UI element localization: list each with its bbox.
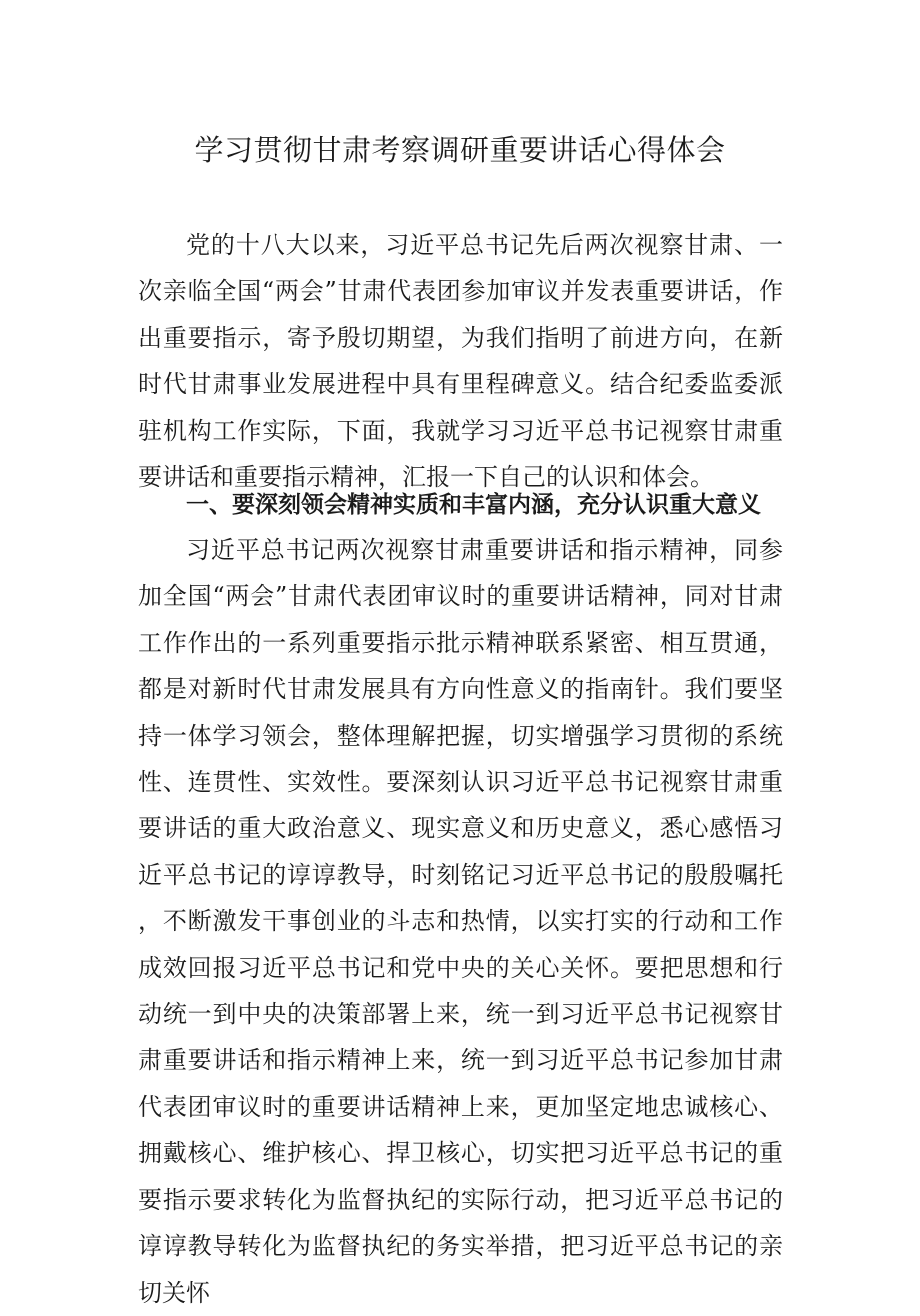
paragraph-section-1: 习近平总书记两次视察甘肃重要讲话和指示精神，同参加全国“两会”甘肃代表团审议时的重要讲话精神，同对甘肃工作作出的一系列重要指示批示精神联系紧密、相互贯通，都是对新时代甘肃发展具有方向性意义的指南针。我们要坚持一体学习领会，整体理解把握，切实增强学习贯彻的系统性、连贯性、实效性。要深刻认识习近平总书记视察甘肃重要讲话的重大政治意义、现实意义和历史意义，悉心感悟习近平总书记的谆谆教导，时刻铭记习近平总书记的殷殷嘱托，不断激发干事创业的斗志和热情，以实打实的行动和工作成效回报习近平总书记和党中央的关心关怀。要把思想和行动统一到中央的决策部署上来，统一到习近平总书记视察甘肃重要讲话和指示精神上来，统一到习近平总书记参加甘肃代表团审议时的重要讲话精神上来，更加坚定地忠诚核心、拥戴核心、维护核心、捍卫核心，切实把习近平总书记的重要指示要求转化为监督执纪的实际行动，把习近平总书记的谆谆教导转化为监督执纪的务实举措，把习近平总书记的亲切关怀 — [138, 536, 783, 1307]
document-title: 学习贯彻甘肃考察调研重要讲话心得体会 — [194, 133, 726, 167]
paragraph-intro: 党的十八大以来，习近平总书记先后两次视察甘肃、一次亲临全国“两会”甘肃代表团参加审议并发表重要讲话，作出重要指示，寄予殷切期望，为我们指明了前进方向，在新时代甘肃事业发展进程中具有里程碑意义。结合纪委监委派驻机构工作实际，下面，我就学习习近平总书记视察甘肃重要讲话和重要指示精神，汇报一下自己的认识和体会。 — [138, 231, 783, 492]
section-heading-1: 一、要深刻领会精神实质和丰富内涵，充分认识重大意义 — [186, 492, 761, 518]
